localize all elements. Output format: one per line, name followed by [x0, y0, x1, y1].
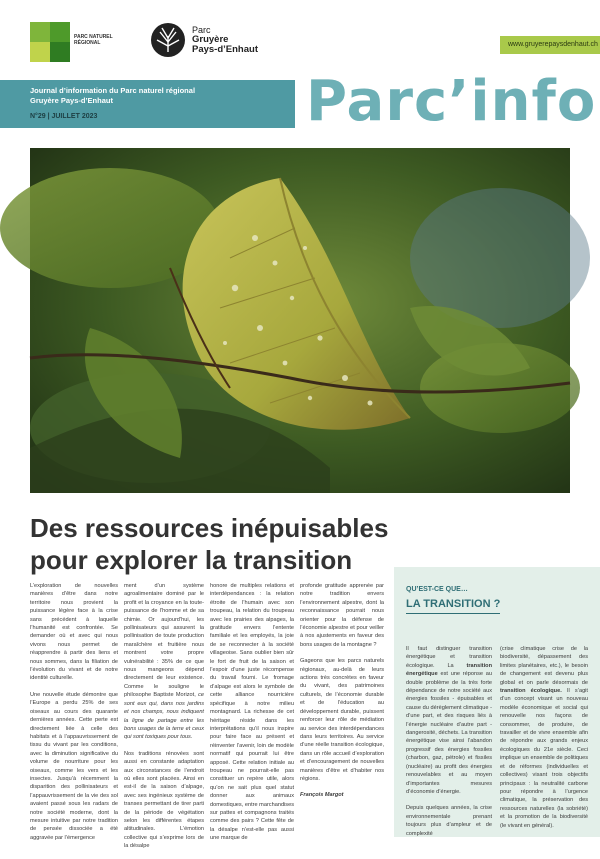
journal-band	[0, 80, 295, 128]
paragraph	[500, 645, 588, 830]
paragraph	[406, 645, 492, 796]
text: (crise climatique crise de la biodiversité, dépassement des limites planétaires, etc.), le besoin de changement est devenu plus global et on parle désormais de	[500, 646, 588, 686]
box-column-2	[500, 645, 588, 838]
article-column-1	[30, 582, 118, 850]
headline-line1: Des ressources inépuisables	[30, 513, 389, 543]
paragraph-text: ment d’un système agroalimentaire dominé par le profit et la croyance en la toute-puissance de l’homme et de sa chimie. Or aujourd’hui, les pollinisateurs qui assurent la pollinisation de toute production maraîchère et fruitière nous montrent votre propre vulnérabilité : 35% de ce que nous mangeons dépend directement de leur existence. Comme le souligne le philosophe Baptiste Morizot,	[124, 583, 204, 699]
regional-logo-caption: PARC NATUREL RÉGIONAL	[74, 34, 113, 46]
definition-box	[394, 567, 600, 837]
author-signature: François Margot	[300, 792, 344, 799]
box-column-1	[406, 645, 492, 846]
box-divider	[406, 613, 500, 614]
journal-line1: Journal d’information du Parc naturel régional	[30, 86, 196, 95]
parc-logo-text	[192, 25, 258, 55]
paragraph	[124, 582, 204, 742]
masthead-title: Parc’info	[306, 69, 597, 134]
text: Il s’agit d’un concept visant un nouveau modèle économique et social qui renouvelle nos façons de consommer, de produire, de travailler et de vivre ensemble afin de répondre aux grands enjeux écologiques du 21e siècle. Ceci implique un ensemble de politiques et de réformes (individuelles et collectives) visant trois objectifs principaux : la neutralité carbone pour répondre à l’urgence climatique, la préservation des ressources naturelles (la sobriété) et la promotion de la biodiversité (le vivant en général).	[500, 688, 588, 829]
article-column-3	[210, 582, 294, 851]
parc-logo-line3: Pays-d’Enhaut	[192, 44, 258, 55]
top-bar	[0, 0, 600, 80]
paragraph: profonde gratitude apprenée par notre tradition envers l’environnement alpestre, dont la reconnaissance pourrait nous orienter pour la défense de l’économie alpestre et pour veiller à nos ajustements en faveur des bons usages de la montagne ?	[300, 583, 384, 648]
box-kicker: QU’EST-CE QUE…	[406, 586, 468, 593]
paragraph: honore de multiples relations et interdépendances : la relation étroite de l’humain avec son troupeau, la relation du troupeau avec les prairies des alpages, la gratitude envers l’entente familiale et les employés, la joie de se reconnecter à la société villageoise. Sans oublier bien sûr le fort de fruit de la saison et l’espoir d’une juste récompense du travail fourni. Le fromage d’alpage est alors le symbole de cette alliance nourricière spécifique à notre milieu montagnard. La richesse de cet héritage réside dans les interprétations qu’il nous inspire pour faire face au présent et réinventer l’avenir, loin de modèle normatif qui pourrait lui être apposé. Cette relation initiale au troupeau ne pourrait-elle pas constituer un repère utile, alors qu’on ne sait plus quel statut donner aux animaux domestiques, entre marchandises sur pattes et compagnons traités comme des pairs ? Cette fête de la désalpe n’est-elle pas aussi une marque de	[210, 583, 294, 842]
cover-photo-leaves	[30, 148, 570, 493]
quote: ce sont eux qui, dans nos jardins et nos champs, nous indiquent la ligne de partage entre les bons usages de la terre et ceux qui sont toxiques pour tous.	[124, 692, 204, 741]
paragraph: Une nouvelle étude démontre que l’Europe a perdu 25% de ses oiseaux au cours des quarante dernières années. Cette perte est directement liée à celle des habitats et à l’appauvrissement de tissu du vivant par les conditions, avec la diminution significative du volume de nourriture pour les oiseaux, comme les vers et les insectes. Jusqu’à récemment la disparition des pollinisateurs et l’appauvrissement de la vie des sol avaient passé sous les radars de notre société moderne, dont la mesure intuitive par notre tradition de pensée dissociée a été aggravée par l’émergence	[30, 691, 118, 841]
parc-logo-line2: Gruyère	[192, 34, 229, 45]
regional-logo	[30, 22, 70, 62]
box-title: LA TRANSITION ?	[406, 598, 501, 610]
website-link[interactable]: www.gruyerepaysdenhaut.ch	[500, 36, 600, 54]
article-headline	[30, 512, 450, 576]
journal-line2: Gruyère Pays-d’Enhaut	[30, 96, 113, 105]
article-column-2	[124, 582, 204, 859]
paragraph: L’exploration de nouvelles manières d’être dans notre territoire nous provient la puissance légère face à la crise sans précédent à laquelle l’humanité est confrontée. Se demander où et avec qui nous vivons nous permet de réapprendre à partir des liens et nous sommes, dans la filiation de l’évolution du vivant et de notre identité culturelle.	[30, 583, 118, 682]
paragraph: Gageons que les parcs naturels régionaux, au-delà de leurs actions très concrètes en faveur du vivant, des patrimoines culturels, de l’économie durable et de l’éducation au développement durable, puissent renforcer leur rôle de médiation au service des interdépendances dans leurs territoires. Au service d’une réelle transition écologique, dans un rôle accueil d’exploration et d’encouragement de nouvelles manières d’être et d’habiter nos régions.	[300, 658, 384, 782]
issue-number: N°29 | JUILLET 2023	[30, 113, 98, 120]
term: transition énergétique	[406, 662, 492, 678]
parc-tree-logo-icon	[150, 22, 186, 58]
paragraph: Nos traditions rénovées sont aussi en constante adaptation aux circonstances de l’endroit où elles sont placées. Ainsi en est-il de la saison d’alpage, avec ses ingénieux système de transes permettant de tirer parti de la période de végétation selon les différentes étapes altitudinales. L’émotion collective qui s’exprime lors de la désalpe	[124, 750, 204, 850]
paragraph: Depuis quelques années, la crise environnementale prenant toujours plus d’ampleur et de complexité	[406, 805, 492, 837]
parc-logo-line1: Parc	[192, 25, 211, 35]
text: Il faut distinguer transition énergétique et transition écologique. La	[406, 646, 492, 669]
article-column-4	[300, 582, 384, 800]
text: est une réponse au double problème de la très forte dépendance de notre société aux énergies fossiles - épuisables et cause du dérèglement climatique - d’une part, et des risques liés à l’énergie nucléaire d’autre part - dangerosité, déchets. La transition énergétique vise ainsi l’abandon progressif des énergies fossiles (charbon, gaz, pétrole) et fissiles (nucléaire) au profit des énergies renouvelables et au moyen d’importantes mesures d’économie d’énergie.	[406, 671, 492, 795]
headline-line2: pour explorer la transition	[30, 545, 353, 575]
term: transition écologique.	[500, 688, 562, 695]
